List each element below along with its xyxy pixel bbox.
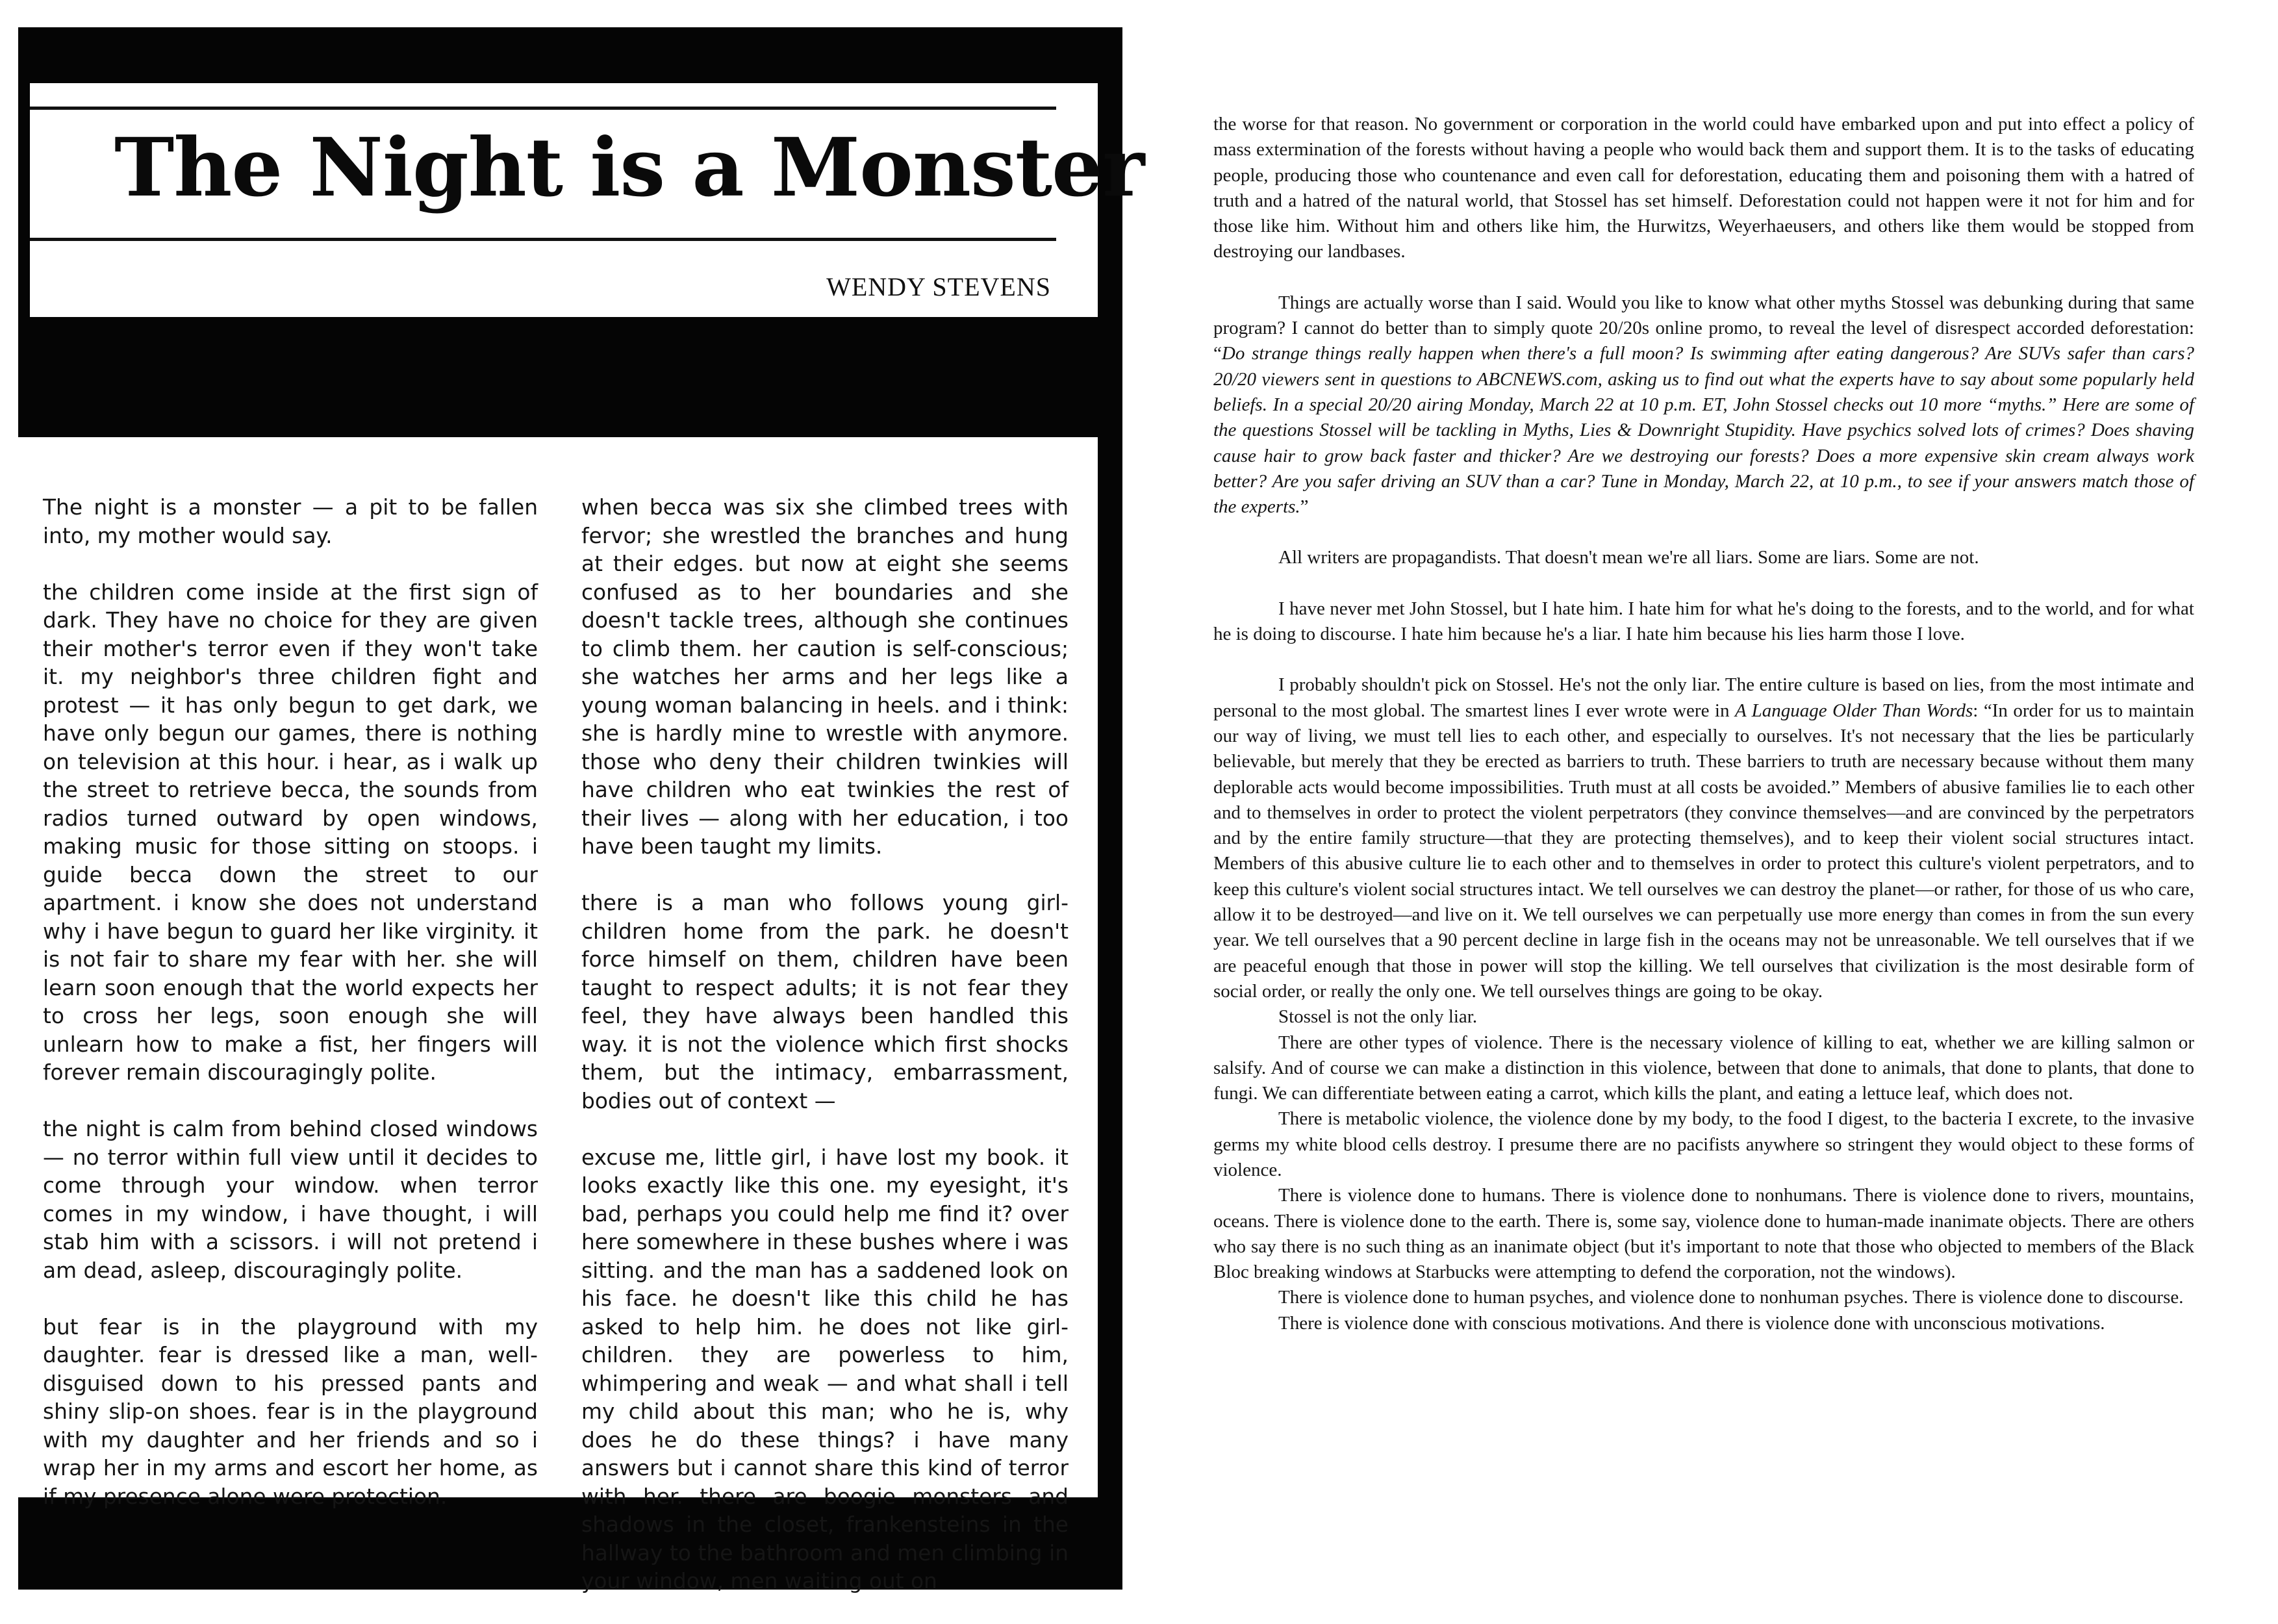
essay-paragraph: All writers are propagandists. That doesn't mean we're all liars. Some are liars. Some are not. [1278,547,1979,568]
black-frame-top [18,27,1122,83]
story-paragraph: The night is a monster — a pit to be fallen into, my mother would say. [43,495,538,548]
black-frame-right [1098,27,1122,1590]
story-paragraph: excuse me, little girl, i have lost my book. it looks exactly like this one. my eyesight, it's bad, perhaps you could help me find it? over here somewhere in these bushes where i was sitting. and the man has a saddened look on his face. he doesn't like this child he has asked to help him. he does not like girl-children. they are powerless to him, whimpering and weak — and what shall i tell my child about this man; who he is, why does he do these things? i have many answers but i cannot share this kind of terror with her. there are boogie monsters and shadows in the closet, frankensteins in the hallway to the bathroom and men climbing in your window, men waiting out on [581,1145,1069,1593]
essay-paragraph: Stossel is not the only liar. [1278,1006,1478,1028]
essay-paragraph: There are other types of violence. There is the necessary violence of killing to eat, whether we are killing salmon or salsify. And of course we can make a distinction in this violence, between that done to animals, that done to plants, that done to fungi. We can differentiate between eating a carrot, which kills the plant, and eating a lettuce leaf, which does not. [1213,1032,2194,1104]
story-column-right [581,494,1069,1624]
story-paragraph: but fear is in the playground with my daughter. fear is dressed like a man, well-disguised down to his pressed pants and shiny slip-on shoes. fear is in the playground with my daughter and her friends and so i wrap her in my arms and escort her home, as if my presence alone were protection. [43,1314,538,1509]
essay-paragraph: the worse for that reason. No government or corporation in the world could have embarked upon and put into effect a policy of mass extermination of the forests without having a people who would back them and support them. It is to the tasks of educating people, producing those who countenance and even call for deforestation, educating them and poisoning them with a hatred of truth and a hatred of the natural world, that Stossel has set himself. Deforestation could not happen were it not for him and for those like him. Without him and others like him, the Hurwitzs, Weyerhaeusers, and others like them would be stopped from destroying our landbases. [1213,114,2194,262]
essay-paragraph [1213,290,2194,520]
essay-text: : “In order for us to maintain our way of living, we must tell lies to each other, and especially to ourselves. It's not necessary that the lies be particularly believable, but merely that they be erected as barriers to truth. These barriers to truth are necessary because without them many deplorable acts would become impossibilities. Truth must at all costs be avoided.” Members of abusive families lie to each other and to themselves in order to protect the violent perpetrators (they convince themselves—and are convinced by the perpetrators and by the entire family structure—that they are protecting themselves), and to keep their violent social structures intact. Members of this abusive culture lie to each other and to themselves in order to protect this culture's violent perpetrators, and to keep this culture's violent social structures intact. We tell ourselves we can destroy the planet—or rather, for those of us who care, allow it to be destroyed—and live on it. We tell ourselves we can perpetually use more energy than comes in from the sun every year. We tell ourselves that a 90 percent decline in large fish in the oceans may not be unreasonable. We tell ourselves that if we are peaceful enough that those in power will stop the killing. We tell ourselves that civilization is the most desirable form of social order, or really the only one. We tell ourselves things are going to be okay. [1213,700,2195,1002]
story-column-left [43,494,538,1540]
title-box [30,83,1145,317]
essay-paragraph: I have never met John Stossel, but I hate him. I hate him for what he's doing to the forests, and to the world, and for what he is doing to discourse. I hate him because he's a liar. I hate him because his lies harm those I love. [1213,598,2194,645]
essay-paragraph: There is violence done to humans. There is violence done to nonhumans. There is violence done to rivers, mountains, oceans. There is violence done to the earth. There is, some say, violence done to human-made inanimate objects. There are others who say there is no such thing as an inanimate object (but it's important to note that those who objected to members of the Black Bloc breaking windows at Starbucks were attempting to defend the corporation, not the windows). [1213,1185,2194,1283]
article-title: The Night is a Monster [114,121,1145,215]
article-author: WENDY STEVENS [826,272,1051,301]
story-paragraph: when becca was six she climbed trees with fervor; she wrestled the branches and hung at their edges. but now at eight she seems confused as to her boundaries and she doesn't tackle trees, although she continues to climb them. her caution is self-conscious; she watches her arms and her legs like a young woman balancing in heels. and i think: she is hardly mine to wrestle with anymore. those who deny their children twinkies will have children who eat twinkies the rest of their lives — along with her education, i too have been taught my limits. [581,495,1069,859]
essay-text: Things are actually worse than I said. Would you like to know what other myths Stossel was debunking during that same program? I cannot do better than to simply quote 20/20s online promo, to reveal the level of disrespect accorded deforestation: “ [1213,292,2194,364]
essay-text: ” [1300,496,1309,518]
left-page [0,0,1145,1611]
black-frame-band [18,317,1122,437]
promo-quote: Do strange things really happen when there's a full moon? Is swimming after eating dangerous? Are SUVs safer than cars? 20/20 viewers sent in questions to ABCNEWS.com, asking us to find out what the experts have to say about some popularly held beliefs. In a special 20/20 airing Monday, March 22 at 10 p.m. ET, John Stossel checks out 10 more “myths.” Here are some of the questions Stossel will be tackling in Myths, Lies & Downright Stupidity. Have psychics solved lots of crimes? Does shaving cause hair to grow back faster and thicker? Are we destroying our forests? Does a more expensive skin cream always work better? Are you safer driving an SUV than a car? Tune in Monday, March 22, at 10 p.m., to see if your answers match those of the experts. [1213,343,2194,518]
essay-paragraph: There is violence done to human psyches, and violence done to nonhuman psyches. There is violence done to discourse. [1278,1287,2184,1308]
right-page-essay [1213,112,2194,1336]
title-rule-bottom [30,238,1056,241]
story-paragraph: there is a man who follows young girl-children home from the park. he doesn't force himself on them, children have been taught to respect adults; it is not fear they feel, they have always been handled this way. it is not the violence which first shocks them, but the intimacy, embarrassment, bodies out of context — [581,891,1069,1113]
essay-paragraph: There is violence done with conscious motivations. And there is violence done with unconscious motivations. [1278,1312,2105,1334]
essay-paragraph: There is metabolic violence, the violence done by my body, to the food I digest, to the bacteria I excrete, to the invasive germs my white blood cells destroy. I presume there are no pacifists anywhere so stringent they would object to these forms of violence. [1213,1108,2194,1180]
story-paragraph: the night is calm from behind closed windows — no terror within full view until it decides to come through your window. when terror comes in my window, i have thought, i will stab him with a scissors. i will not pretend i am dead, asleep, discouragingly polite. [43,1117,538,1283]
essay-text: I probably shouldn't pick on Stossel. He's not the only liar. The entire culture is based on lies, from the most intimate and personal to the most global. The smartest lines I ever wrote were in [1213,674,2194,721]
book-title: A Language Older Than Words [1734,700,1973,721]
story-paragraph: the children come inside at the first sign of dark. They have no choice for they are given their mother's terror even if they won't take it. my neighbor's three children fight and protest — it has only begun to get dark, we have only begun our games, there is nothing on television at this hour. i hear, as i walk up the street to retrieve becca, the sounds from radios turned outward by open windows, making music for those sitting on stoops. i guide becca down the street to our apartment. i know she does not understand why i have begun to guard her like virginity. it is not fair to share my fear with her. she will learn soon enough that the world expects her to cross her legs, soon enough she will unlearn how to make a fist, her fingers will forever remain discouragingly polite. [43,579,538,1085]
title-rule-top [30,107,1056,110]
essay-paragraph [1213,672,2194,1004]
